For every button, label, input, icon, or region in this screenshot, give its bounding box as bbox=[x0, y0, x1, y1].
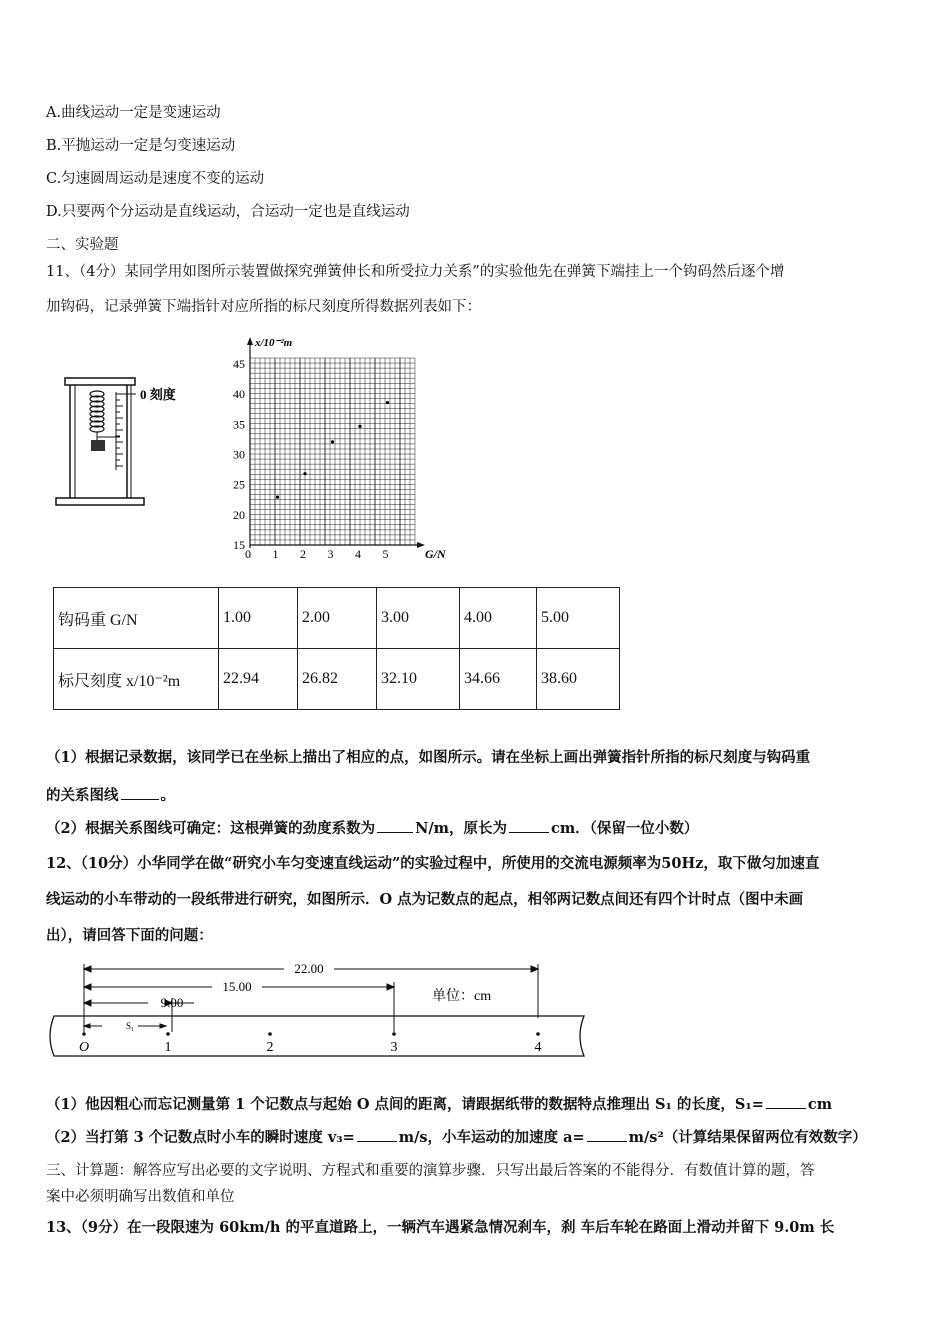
y-tick-label: 30 bbox=[233, 447, 245, 462]
x-tick-label: 4 bbox=[355, 547, 361, 561]
option-c: C.匀速圆周运动是速度不变的运动 bbox=[46, 171, 265, 187]
table-cell: 34.66 bbox=[460, 649, 537, 710]
answer-blank[interactable] bbox=[121, 785, 159, 800]
answer-blank[interactable] bbox=[357, 1127, 397, 1142]
y-tick-label: 40 bbox=[233, 387, 245, 402]
tape-point-label: 1 bbox=[164, 1040, 172, 1055]
option-b: B.平抛运动一定是匀变速运动 bbox=[46, 138, 236, 154]
tape-dot bbox=[166, 1032, 170, 1036]
tape-point-label: 3 bbox=[390, 1040, 398, 1055]
graph-grid bbox=[250, 358, 415, 545]
q12-sub2: （2）当打第 3 个记数点时小车的瞬时速度 v₃= m/s，小车运动的加速度 a= m/s²（计算结果保留两位有效数字） bbox=[46, 1129, 867, 1146]
table-cell: 26.82 bbox=[298, 649, 377, 710]
table-row-scale bbox=[54, 649, 620, 710]
q12-text-line2: 线运动的小车带动的一段纸带进行研究，如图所示．O 点为记数点的起点，相邻两记数点间还有四个计时点（图中未画 bbox=[46, 891, 804, 908]
q11-text-line2: 加钩码，记录弹簧下端指针对应所指的标尺刻度所得数据列表如下： bbox=[46, 299, 481, 315]
q12-text-line3: 出），请回答下面的问题： bbox=[46, 927, 213, 944]
data-table bbox=[53, 587, 620, 710]
q12-text-line1: 12、（10分）小华同学在做“研究小车匀变速直线运动”的实验过程中，所使用的交流电源频率为50Hz，取下做匀加速直 bbox=[46, 855, 820, 872]
unit-label: 单位：cm bbox=[432, 989, 492, 1004]
q11-sub1-line1: （1）根据记录数据，该同学已在坐标上描出了相应的点，如图所示。请在坐标上画出弹簧指针所指的标尺刻度与钩码重 bbox=[46, 749, 811, 766]
tape-dot bbox=[536, 1032, 540, 1036]
distance-9-label: 9.00 bbox=[160, 995, 184, 1010]
table-cell: 32.10 bbox=[377, 649, 460, 710]
table-cell: 5.00 bbox=[537, 588, 620, 649]
data-point bbox=[276, 496, 279, 499]
y-tick-label: 20 bbox=[233, 507, 245, 522]
table-cell: 38.60 bbox=[537, 649, 620, 710]
tape-point-label: 4 bbox=[534, 1040, 542, 1055]
answer-blank[interactable] bbox=[377, 818, 413, 833]
x-tick-label: 0 bbox=[245, 547, 251, 561]
x-axis-label: G/N bbox=[425, 547, 446, 561]
data-point bbox=[331, 440, 334, 443]
y-tick-label: 35 bbox=[233, 417, 245, 432]
table-row-weight bbox=[54, 588, 620, 649]
distance-15-label: 15.00 bbox=[222, 979, 252, 994]
section-calc-line2: 案中必须明确写出数值和单位 bbox=[46, 1189, 235, 1205]
section-experiment-heading: 二、实验题 bbox=[46, 237, 119, 253]
spring-graph bbox=[225, 333, 465, 563]
answer-blank[interactable] bbox=[509, 818, 549, 833]
table-cell: 22.94 bbox=[219, 649, 298, 710]
table-cell: 3.00 bbox=[377, 588, 460, 649]
table-cell: 1.00 bbox=[219, 588, 298, 649]
table-cell: 4.00 bbox=[460, 588, 537, 649]
x-tick-label: 5 bbox=[382, 547, 389, 561]
data-point bbox=[303, 472, 306, 475]
q11-sub1-line2: 的关系图线 。 bbox=[46, 787, 175, 804]
q12-sub1: （1）他因粗心而忘记测量第 1 个记数点与起始 O 点间的距离，请跟据纸带的数据特点推理出 S₁ 的长度，S₁= cm bbox=[46, 1096, 833, 1113]
q11-sub2: （2）根据关系图线可确定：这根弹簧的劲度系数为 N/m，原长为 cm．（保留一位小数） bbox=[46, 820, 699, 837]
header-scale-cell: 标尺刻度 x/10⁻²m bbox=[54, 649, 219, 710]
data-point bbox=[386, 401, 389, 404]
tape-dot bbox=[268, 1032, 272, 1036]
zero-scale-label: 0 刻度 bbox=[140, 387, 176, 402]
y-axis-label: x/10⁻²m bbox=[255, 337, 293, 349]
s1-label: S₁ bbox=[126, 1021, 135, 1031]
x-tick-label: 3 bbox=[327, 547, 334, 561]
x-tick-label: 2 bbox=[300, 547, 306, 561]
tape-dot bbox=[392, 1032, 396, 1036]
data-point bbox=[358, 425, 361, 428]
distance-22-label: 22.00 bbox=[294, 961, 324, 976]
y-tick-label: 15 bbox=[233, 538, 245, 552]
q13-text-line1: 13、（9分）在一段限速为 60km/h 的平直道路上，一辆汽车遇紧急情况刹车，刹 车后车轮在路面上滑动并留下 9.0m 长 bbox=[46, 1219, 835, 1236]
tape-point-label: 2 bbox=[266, 1040, 274, 1055]
spring-apparatus-figure bbox=[52, 370, 202, 510]
tape-dot bbox=[82, 1032, 86, 1036]
option-d: D.只要两个分运动是直线运动，合运动一定也是直线运动 bbox=[46, 204, 410, 220]
q11-text-line1: 11、（4分）某同学用如图所示装置做探究弹簧伸长和所受拉力关系”的实验他先在弹簧下端挂上一个钩码然后逐个增 bbox=[46, 264, 785, 280]
header-weight-cell: 钩码重 G/N bbox=[54, 588, 219, 649]
answer-blank[interactable] bbox=[766, 1094, 806, 1109]
paper-tape-figure bbox=[44, 958, 594, 1062]
section-calc-line1: 三、计算题：解答应写出必要的文字说明、方程式和重要的演算步骤．只写出最后答案的不能得分．有数值计算的题，答 bbox=[46, 1163, 815, 1179]
table-cell: 2.00 bbox=[298, 588, 377, 649]
y-tick-label: 25 bbox=[233, 477, 245, 492]
x-tick-label: 1 bbox=[272, 547, 279, 561]
tape-point-label: O bbox=[78, 1040, 90, 1055]
y-tick-label: 45 bbox=[233, 357, 245, 372]
option-a: A.曲线运动一定是变速运动 bbox=[46, 105, 221, 121]
answer-blank[interactable] bbox=[587, 1127, 627, 1142]
